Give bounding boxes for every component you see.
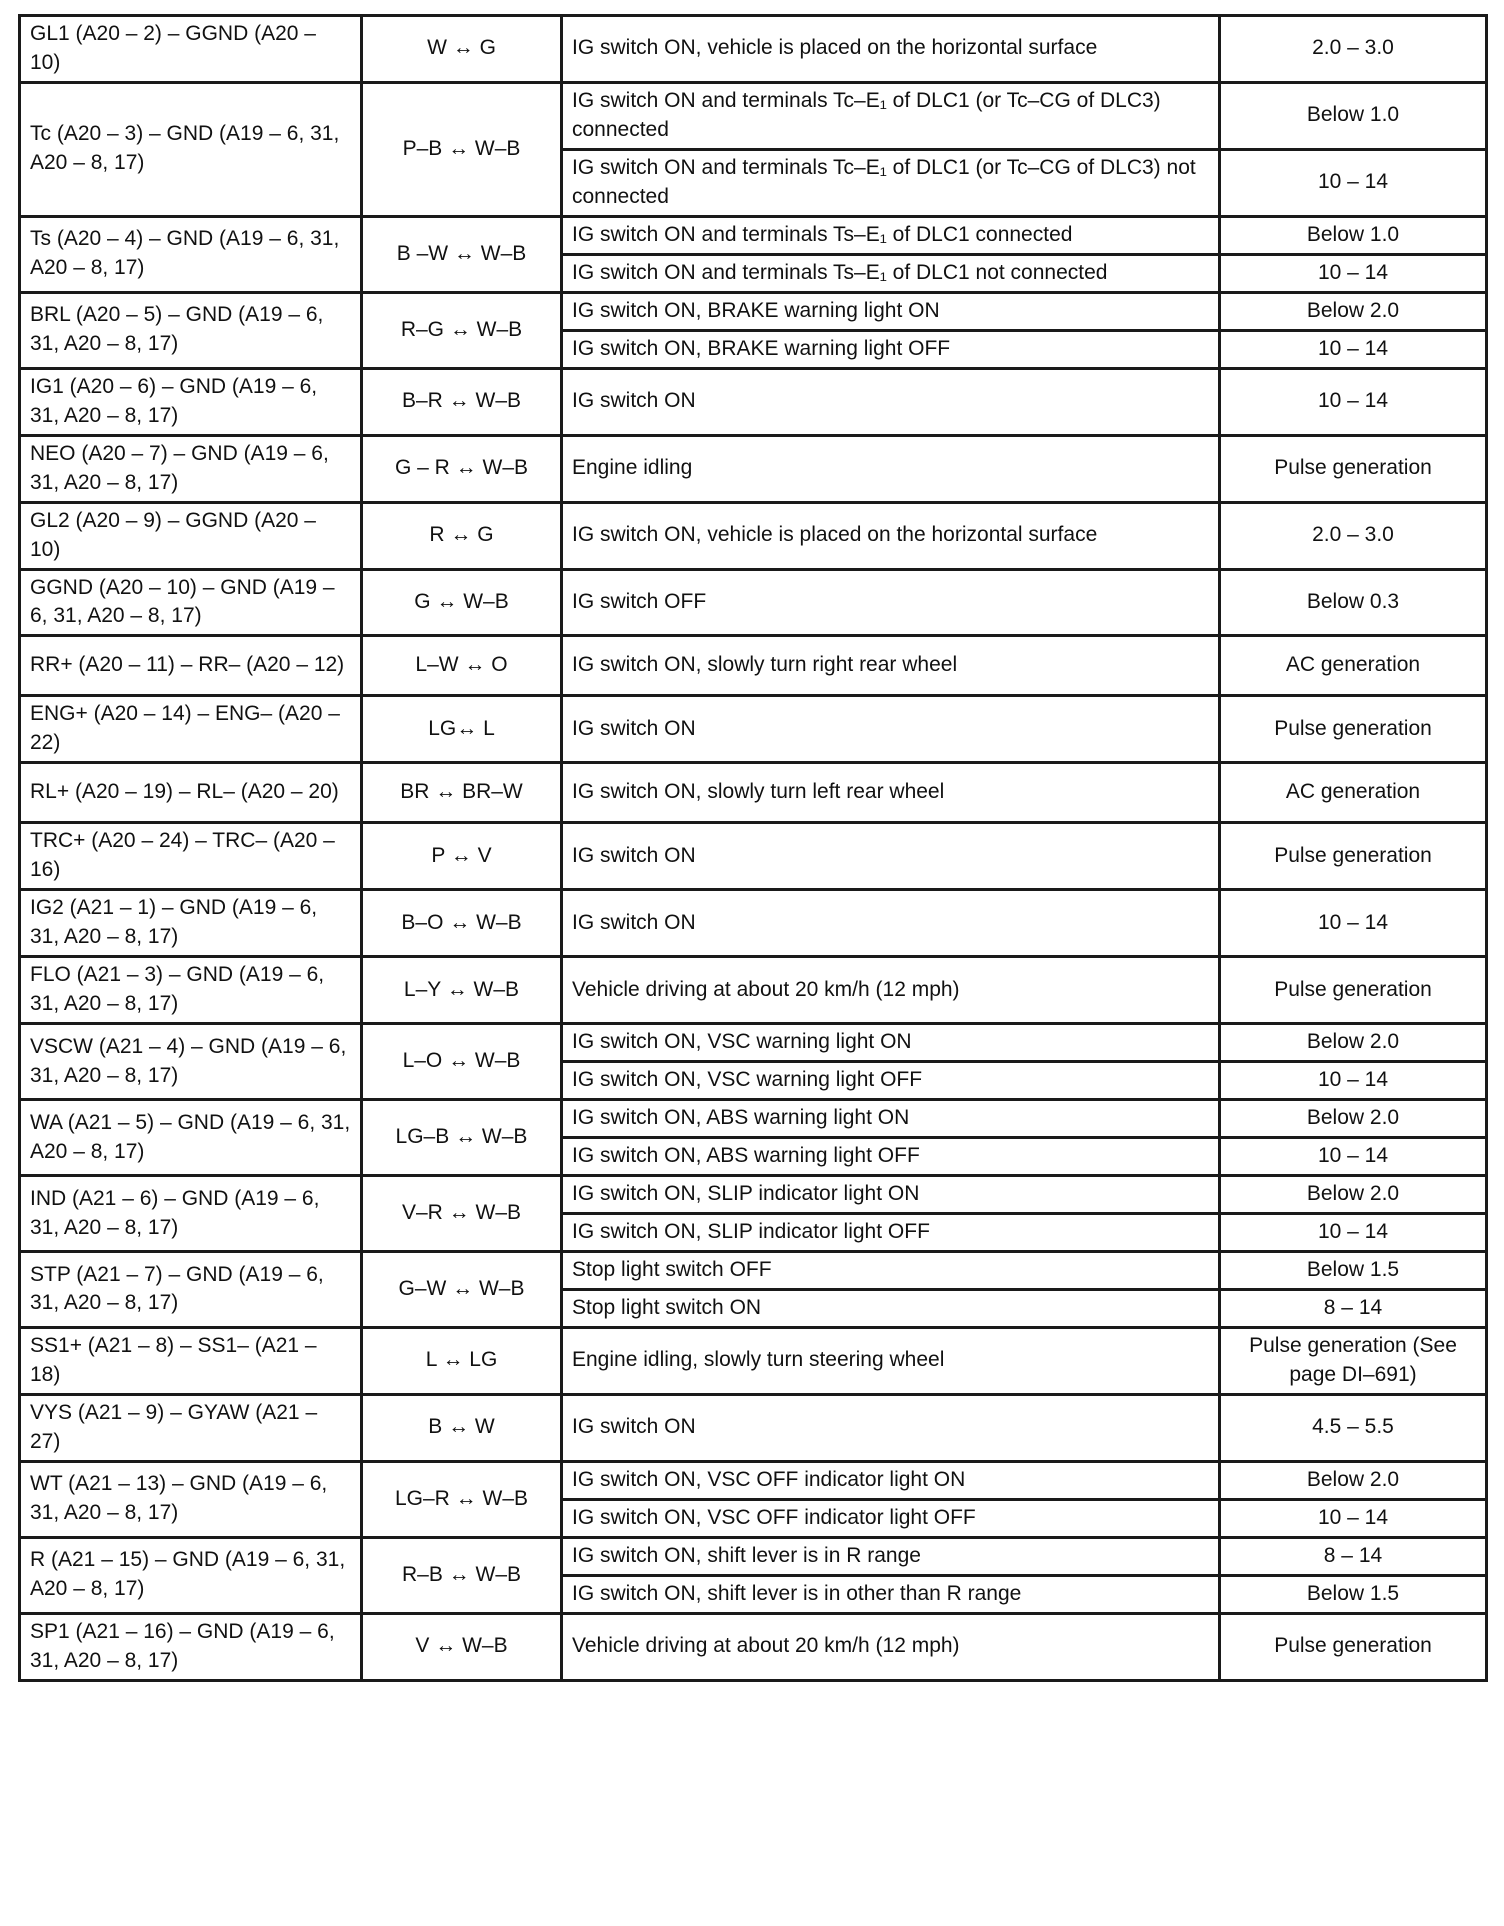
specified-condition-cell: 10 – 14 (1220, 254, 1487, 292)
condition-cell: IG switch ON, VSC warning light OFF (562, 1062, 1220, 1100)
condition-cell: Engine idling, slowly turn steering wheel (562, 1327, 1220, 1394)
condition-cell: IG switch ON, ABS warning light OFF (562, 1138, 1220, 1176)
wiring-color-cell: BR ↔ BR–W (362, 763, 562, 823)
specified-condition-cell: Below 1.0 (1220, 216, 1487, 254)
terminal-cell: STP (A21 – 7) – GND (A19 – 6, 31, A20 – 8, 17) (20, 1252, 362, 1328)
terminal-cell: SS1+ (A21 – 8) – SS1– (A21 – 18) (20, 1327, 362, 1394)
condition-cell: IG switch ON, ABS warning light ON (562, 1100, 1220, 1138)
condition-cell: IG switch ON and terminals Tc–E₁ of DLC1 (or Tc–CG of DLC3) not connected (562, 149, 1220, 216)
specified-condition-cell: Pulse generation (1220, 696, 1487, 763)
terminal-cell: SP1 (A21 – 16) – GND (A19 – 6, 31, A20 – 8, 17) (20, 1613, 362, 1680)
wiring-color-cell: G ↔ W–B (362, 569, 562, 636)
table-row (20, 1537, 1487, 1575)
specified-condition-cell: Pulse generation (1220, 957, 1487, 1024)
wiring-color-cell: P ↔ V (362, 823, 562, 890)
condition-cell: Engine idling (562, 435, 1220, 502)
specified-condition-cell: Below 2.0 (1220, 1461, 1487, 1499)
terminal-cell: GL1 (A20 – 2) – GGND (A20 – 10) (20, 16, 362, 83)
terminal-cell: WA (A21 – 5) – GND (A19 – 6, 31, A20 – 8, 17) (20, 1100, 362, 1176)
specified-condition-cell: Below 0.3 (1220, 569, 1487, 636)
terminal-cell: Tc (A20 – 3) – GND (A19 – 6, 31, A20 – 8, 17) (20, 82, 362, 216)
specified-condition-cell: 10 – 14 (1220, 890, 1487, 957)
condition-cell: IG switch ON (562, 696, 1220, 763)
table-body (20, 16, 1487, 1681)
condition-cell: IG switch ON and terminals Tc–E₁ of DLC1 (or Tc–CG of DLC3) connected (562, 82, 1220, 149)
wiring-color-cell: V–R ↔ W–B (362, 1176, 562, 1252)
wiring-color-cell: V ↔ W–B (362, 1613, 562, 1680)
condition-cell: IG switch ON and terminals Ts–E₁ of DLC1 not connected (562, 254, 1220, 292)
table-row (20, 1252, 1487, 1290)
specified-condition-cell: AC generation (1220, 636, 1487, 696)
wiring-color-cell: LG–B ↔ W–B (362, 1100, 562, 1176)
specified-condition-cell: 8 – 14 (1220, 1537, 1487, 1575)
specified-condition-cell: Pulse generation (1220, 823, 1487, 890)
wiring-color-cell: LG↔ L (362, 696, 562, 763)
specified-condition-cell: Pulse generation (1220, 435, 1487, 502)
table-row (20, 368, 1487, 435)
wiring-color-cell: LG–R ↔ W–B (362, 1461, 562, 1537)
wiring-color-cell: B –W ↔ W–B (362, 216, 562, 292)
condition-cell: Vehicle driving at about 20 km/h (12 mph) (562, 957, 1220, 1024)
terminal-cell: VYS (A21 – 9) – GYAW (A21 – 27) (20, 1394, 362, 1461)
wiring-color-cell: B ↔ W (362, 1394, 562, 1461)
condition-cell: IG switch ON (562, 823, 1220, 890)
terminal-cell: IG2 (A21 – 1) – GND (A19 – 6, 31, A20 – 8, 17) (20, 890, 362, 957)
specified-condition-cell: 2.0 – 3.0 (1220, 502, 1487, 569)
wiring-color-cell: W ↔ G (362, 16, 562, 83)
table-row (20, 890, 1487, 957)
wiring-color-cell: L–W ↔ O (362, 636, 562, 696)
condition-cell: IG switch ON, SLIP indicator light ON (562, 1176, 1220, 1214)
condition-cell: IG switch ON (562, 368, 1220, 435)
table-row (20, 763, 1487, 823)
terminal-cell: WT (A21 – 13) – GND (A19 – 6, 31, A20 – 8, 17) (20, 1461, 362, 1537)
condition-cell: IG switch ON, VSC OFF indicator light OFF (562, 1499, 1220, 1537)
condition-cell: Stop light switch OFF (562, 1252, 1220, 1290)
condition-cell: IG switch ON, VSC OFF indicator light ON (562, 1461, 1220, 1499)
condition-cell: IG switch ON, vehicle is placed on the horizontal surface (562, 16, 1220, 83)
specified-condition-cell: Below 2.0 (1220, 1024, 1487, 1062)
specified-condition-cell: Below 2.0 (1220, 1100, 1487, 1138)
specified-condition-cell: 10 – 14 (1220, 1138, 1487, 1176)
specified-condition-cell: 10 – 14 (1220, 1499, 1487, 1537)
specified-condition-cell: Below 1.5 (1220, 1252, 1487, 1290)
wiring-color-cell: R–G ↔ W–B (362, 292, 562, 368)
specified-condition-cell: Below 1.5 (1220, 1575, 1487, 1613)
table-row (20, 216, 1487, 254)
condition-cell: IG switch ON, BRAKE warning light ON (562, 292, 1220, 330)
condition-cell: Vehicle driving at about 20 km/h (12 mph) (562, 1613, 1220, 1680)
wiring-color-cell: P–B ↔ W–B (362, 82, 562, 216)
terminal-cell: IND (A21 – 6) – GND (A19 – 6, 31, A20 – 8, 17) (20, 1176, 362, 1252)
terminal-cell: GGND (A20 – 10) – GND (A19 – 6, 31, A20 – 8, 17) (20, 569, 362, 636)
table-row (20, 435, 1487, 502)
specified-condition-cell: Below 2.0 (1220, 292, 1487, 330)
condition-cell: IG switch ON (562, 1394, 1220, 1461)
specified-condition-cell: 8 – 14 (1220, 1289, 1487, 1327)
table-row (20, 1613, 1487, 1680)
terminal-cell: Ts (A20 – 4) – GND (A19 – 6, 31, A20 – 8, 17) (20, 216, 362, 292)
terminal-cell: NEO (A20 – 7) – GND (A19 – 6, 31, A20 – 8, 17) (20, 435, 362, 502)
condition-cell: Stop light switch ON (562, 1289, 1220, 1327)
table-row (20, 1176, 1487, 1214)
table-row (20, 1100, 1487, 1138)
condition-cell: IG switch ON, SLIP indicator light OFF (562, 1214, 1220, 1252)
specified-condition-cell: 10 – 14 (1220, 149, 1487, 216)
wiring-color-cell: L ↔ LG (362, 1327, 562, 1394)
table-row (20, 82, 1487, 149)
table-row (20, 1327, 1487, 1394)
specified-condition-cell: AC generation (1220, 763, 1487, 823)
specified-condition-cell: Pulse generation (1220, 1613, 1487, 1680)
terminal-cell: IG1 (A20 – 6) – GND (A19 – 6, 31, A20 – 8, 17) (20, 368, 362, 435)
wiring-color-cell: L–O ↔ W–B (362, 1024, 562, 1100)
specified-condition-cell: 4.5 – 5.5 (1220, 1394, 1487, 1461)
terminal-cell: VSCW (A21 – 4) – GND (A19 – 6, 31, A20 – 8, 17) (20, 1024, 362, 1100)
table-row (20, 1394, 1487, 1461)
condition-cell: IG switch ON, slowly turn right rear wheel (562, 636, 1220, 696)
specified-condition-cell: Below 2.0 (1220, 1176, 1487, 1214)
wiring-color-cell: B–R ↔ W–B (362, 368, 562, 435)
table-row (20, 1461, 1487, 1499)
terminal-cell: TRC+ (A20 – 24) – TRC– (A20 – 16) (20, 823, 362, 890)
wiring-color-cell: G–W ↔ W–B (362, 1252, 562, 1328)
condition-cell: IG switch ON, VSC warning light ON (562, 1024, 1220, 1062)
condition-cell: IG switch ON, vehicle is placed on the horizontal surface (562, 502, 1220, 569)
specified-condition-cell: 10 – 14 (1220, 1062, 1487, 1100)
terminal-cell: FLO (A21 – 3) – GND (A19 – 6, 31, A20 – 8, 17) (20, 957, 362, 1024)
condition-cell: IG switch ON (562, 890, 1220, 957)
specified-condition-cell: 2.0 – 3.0 (1220, 16, 1487, 83)
terminal-cell: GL2 (A20 – 9) – GGND (A20 – 10) (20, 502, 362, 569)
specified-condition-cell: 10 – 14 (1220, 1214, 1487, 1252)
terminal-cell: ENG+ (A20 – 14) – ENG– (A20 – 22) (20, 696, 362, 763)
table-row (20, 502, 1487, 569)
table-row (20, 16, 1487, 83)
table-row (20, 696, 1487, 763)
wiring-color-cell: R ↔ G (362, 502, 562, 569)
specified-condition-cell: 10 – 14 (1220, 368, 1487, 435)
specified-condition-cell: 10 – 14 (1220, 330, 1487, 368)
table-row (20, 1024, 1487, 1062)
terminal-cell: RR+ (A20 – 11) – RR– (A20 – 12) (20, 636, 362, 696)
ecu-terminal-voltage-table (18, 14, 1488, 1682)
terminal-cell: R (A21 – 15) – GND (A19 – 6, 31, A20 – 8, 17) (20, 1537, 362, 1613)
condition-cell: IG switch ON, BRAKE warning light OFF (562, 330, 1220, 368)
condition-cell: IG switch ON, shift lever is in other than R range (562, 1575, 1220, 1613)
table-row (20, 636, 1487, 696)
wiring-color-cell: G – R ↔ W–B (362, 435, 562, 502)
specified-condition-cell: Below 1.0 (1220, 82, 1487, 149)
table-row (20, 957, 1487, 1024)
table-row (20, 292, 1487, 330)
terminal-cell: RL+ (A20 – 19) – RL– (A20 – 20) (20, 763, 362, 823)
table-row (20, 823, 1487, 890)
wiring-color-cell: R–B ↔ W–B (362, 1537, 562, 1613)
wiring-color-cell: L–Y ↔ W–B (362, 957, 562, 1024)
condition-cell: IG switch ON, slowly turn left rear wheel (562, 763, 1220, 823)
terminal-cell: BRL (A20 – 5) – GND (A19 – 6, 31, A20 – 8, 17) (20, 292, 362, 368)
table-row (20, 569, 1487, 636)
specified-condition-cell: Pulse generation (See page DI–691) (1220, 1327, 1487, 1394)
condition-cell: IG switch ON, shift lever is in R range (562, 1537, 1220, 1575)
wiring-color-cell: B–O ↔ W–B (362, 890, 562, 957)
condition-cell: IG switch OFF (562, 569, 1220, 636)
condition-cell: IG switch ON and terminals Ts–E₁ of DLC1 connected (562, 216, 1220, 254)
